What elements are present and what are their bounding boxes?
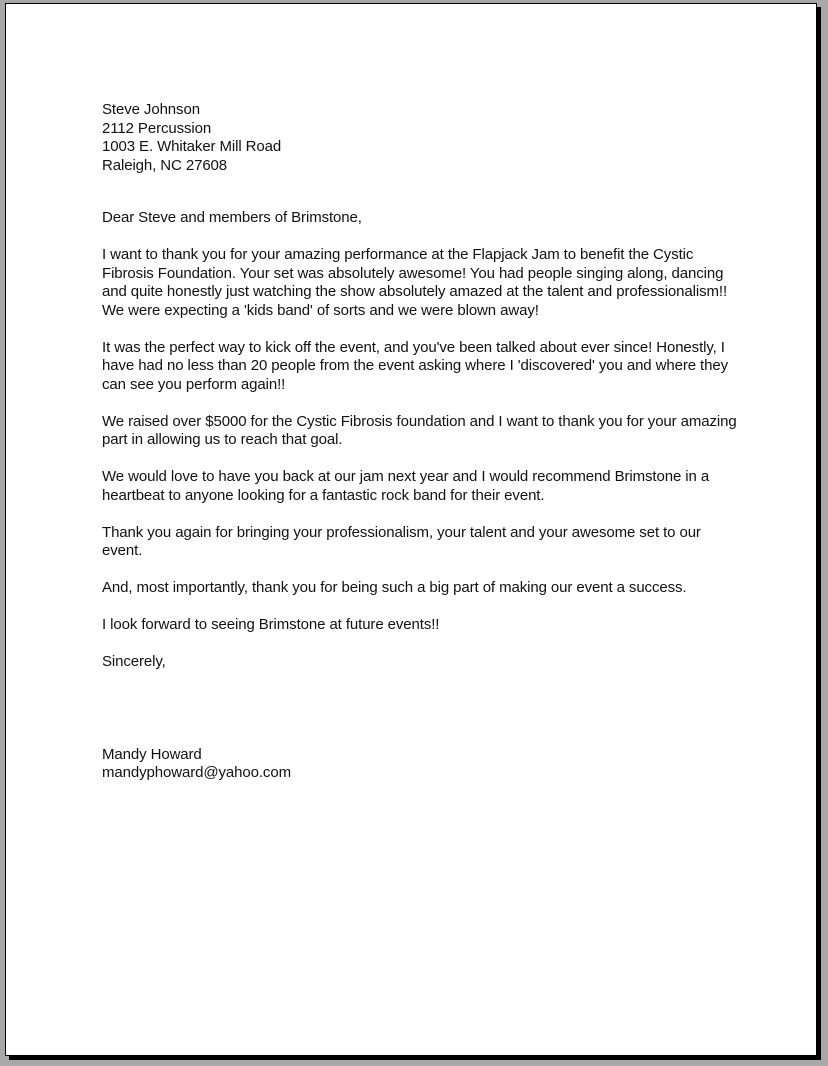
recipient-name: Steve Johnson <box>102 101 200 118</box>
paragraph-kickoff: It was the perfect way to kick off the event, and you've been talked about ever since! Honestly, I have had no less than 20 people from the event asking where I 'discovered' you and where they can see you perform again!! <box>102 338 728 393</box>
paragraph-success: And, most importantly, thank you for being such a big part of making our event a success. <box>102 579 687 596</box>
recipient-address <box>102 101 742 175</box>
letter-body <box>102 101 742 783</box>
recipient-street: 1003 E. Whitaker Mill Road <box>102 138 282 155</box>
sender-signature-block <box>102 746 742 783</box>
paragraph-thank-again: Thank you again for bringing your professionalism, your talent and your awesome set to our event. <box>102 523 701 559</box>
recipient-company: 2112 Percussion <box>102 119 212 137</box>
recipient-city-state-zip: Raleigh, NC 27608 <box>102 156 228 174</box>
paragraph-fundraising: We raised over $5000 for the Cystic Fibrosis foundation and I want to thank you for your amazing part in allowing us to reach that goal. <box>102 412 737 448</box>
sender-email: mandyphoward@yahoo.com <box>102 764 291 781</box>
sender-name: Mandy Howard <box>102 745 202 763</box>
document-page <box>5 3 817 1056</box>
paragraph-look-forward: I look forward to seeing Brimstone at future events!! <box>102 616 440 633</box>
salutation: Dear Steve and members of Brimstone, <box>102 209 362 226</box>
paragraph-next-year: We would love to have you back at our jam next year and I would recommend Brimstone in a heartbeat to anyone looking for a fantastic rock band for their event. <box>102 468 710 504</box>
paragraph-thanks: I want to thank you for your amazing performance at the Flapjack Jam to benefit the Cystic Fibrosis Foundation. Your set was absolutely awesome! You had people singing along, dancing and quite honestly just watching the show absolutely amazed at the talent and professionalism!! We were expecting a 'kids band' of sorts and we were blown away! <box>102 246 728 319</box>
closing: Sincerely, <box>102 653 166 670</box>
